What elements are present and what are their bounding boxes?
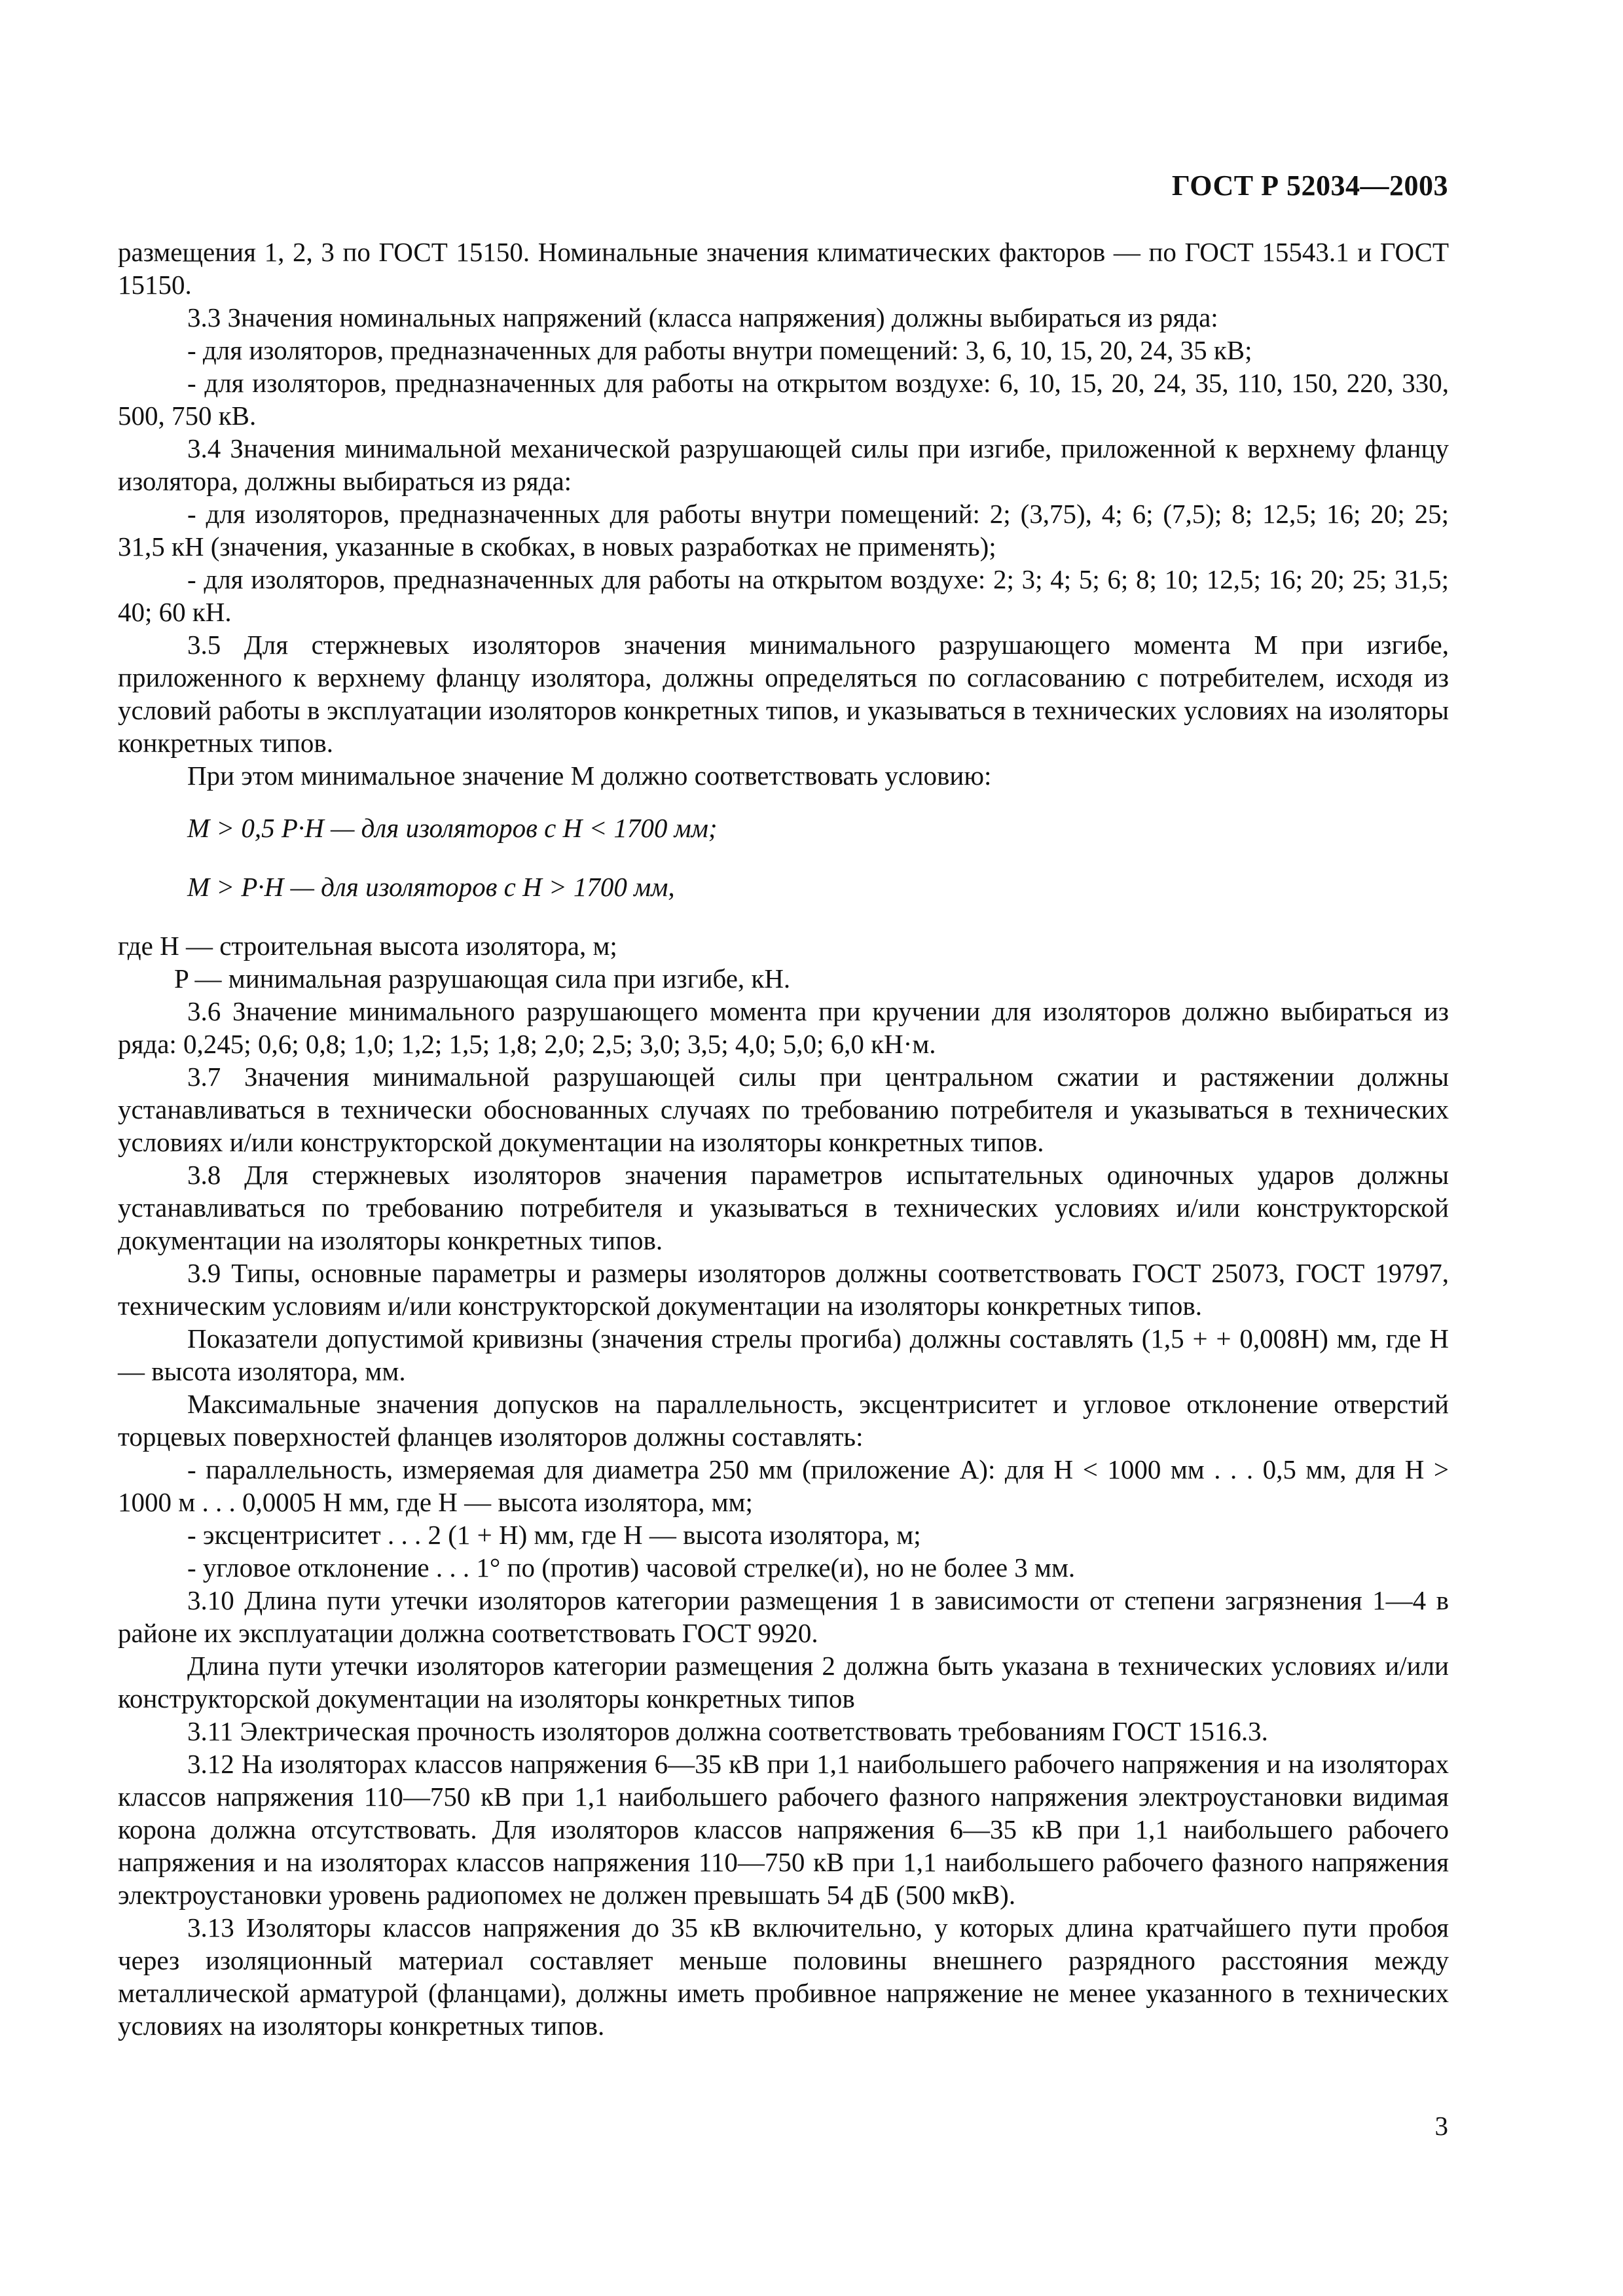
list-item: - эксцентриситет . . . 2 (1 + H) мм, где H — высота изолятора, м;	[187, 1520, 921, 1550]
paragraph: Показатели допустимой кривизны (значения стрелы прогиба) должны составлять (1,5 + + 0,008H) мм, где H — высота изолятора, мм.	[118, 1323, 1449, 1386]
paragraph: 3.13 Изоляторы классов напряжения до 35 кВ включительно, у которых длина кратчайшего пути пробоя через изоляционный материал составляет меньше половины внешнего разрядного расстояния между металлической арматурой (фланцами), должны иметь пробивное напряжение не менее указанного в технических условиях на изоляторы конкретных типов.	[118, 1912, 1449, 2041]
formula: M > P·H — для изоляторов с H > 1700 мм,	[187, 872, 675, 902]
list-item: - угловое отклонение . . . 1° по (против) часовой стрелке(и), но не более 3 мм.	[187, 1552, 1076, 1583]
paragraph: 3.12 На изоляторах классов напряжения 6—35 кВ при 1,1 наибольшего рабочего напряжения и на изоляторах классов напряжения 110—750 кВ при 1,1 наибольшего рабочего фазного напряжения электроустановки видимая корона должна отсутствовать. Для изоляторов классов напряжения 6—35 кВ при 1,1 наибольшего рабочего напряжения и на изоляторах классов напряжения 110—750 кВ при 1,1 наибольшего рабочего фазного напряжения электроустановки уровень радиопомех не должен превышать 54 дБ (500 мкВ).	[118, 1749, 1449, 1910]
list-item: - для изоляторов, предназначенных для работы внутри помещений: 2; (3,75), 4; 6; (7,5); 8; 12,5; 16; 20; 25; 31,5 кН (значения, указанные в скобках, в новых разработках не применять);	[118, 499, 1449, 562]
paragraph: Длина пути утечки изоляторов категории размещения 2 должна быть указана в технических условиях и/или конструкторской документации на изоляторы конкретных типов	[118, 1651, 1449, 1713]
paragraph: 3.9 Типы, основные параметры и размеры изоляторов должны соответствовать ГОСТ 25073, ГОСТ 19797, техническим условиям и/или конструкторской документации на изоляторы конкретных типов.	[118, 1258, 1449, 1321]
paragraph: При этом минимальное значение M должно соответствовать условию:	[187, 761, 992, 791]
list-item: - для изоляторов, предназначенных для работы на открытом воздухе: 2; 3; 4; 5; 6; 8; 10; 12,5; 16; 20; 25; 31,5; 40; 60 кН.	[118, 564, 1449, 627]
page-number: 3	[1434, 2111, 1448, 2141]
paragraph: 3.5 Для стержневых изоляторов значения минимального разрушающего момента M при изгибе, приложенного к верхнему фланцу изолятора, должны определяться по согласованию с потребителем, исходя из условий работы в эксплуатации изоляторов конкретных типов, и указываться в технических условиях на изоляторы конкретных типов.	[118, 630, 1449, 758]
formula-legend: где H — строительная высота изолятора, м;	[118, 931, 617, 961]
paragraph: 3.3 Значения номинальных напряжений (класса напряжения) должны выбираться из ряда:	[187, 302, 1218, 332]
paragraph: 3.6 Значение минимального разрушающего момента при кручении для изоляторов должно выбираться из ряда: 0,245; 0,6; 0,8; 1,0; 1,2; 1,5; 1,8; 2,0; 2,5; 3,0; 3,5; 4,0; 5,0; 6,0 кН·м.	[118, 996, 1449, 1059]
formula: M > 0,5 P·H — для изоляторов с H < 1700 мм;	[187, 813, 718, 843]
paragraph: 3.10 Длина пути утечки изоляторов категории размещения 1 в зависимости от степени загрязнения 1—4 в районе их эксплуатации должна соответствовать ГОСТ 9920.	[118, 1585, 1449, 1648]
paragraph: 3.8 Для стержневых изоляторов значения параметров испытательных одиночных ударов должны устанавливаться по требованию потребителя и указываться в технических условиях и/или конструкторской документации на изоляторы конкретных типов.	[118, 1160, 1449, 1255]
list-item: - параллельность, измеряемая для диаметра 250 мм (приложение А): для H < 1000 мм . . . 0,5 мм, для H > 1000 м . . . 0,0005 H мм, где H — высота изолятора, мм;	[118, 1454, 1449, 1517]
document-code-header: ГОСТ Р 52034—2003	[1171, 170, 1448, 202]
paragraph: размещения 1, 2, 3 по ГОСТ 15150. Номинальные значения климатических факторов — по ГОСТ 15543.1 и ГОСТ 15150.	[118, 237, 1449, 300]
list-item: - для изоляторов, предназначенных для работы на открытом воздухе: 6, 10, 15, 20, 24, 35, 110, 150, 220, 330, 500, 750 кВ.	[118, 368, 1449, 431]
list-item: - для изоляторов, предназначенных для работы внутри помещений: 3, 6, 10, 15, 20, 24, 35 кВ;	[187, 335, 1252, 365]
paragraph: 3.11 Электрическая прочность изоляторов должна соответствовать требованиям ГОСТ 1516.3.	[187, 1716, 1268, 1746]
formula-legend: P — минимальная разрушающая сила при изгибе, кН.	[174, 963, 791, 994]
paragraph: 3.4 Значения минимальной механической разрушающей силы при изгибе, приложенной к верхнему фланцу изолятора, должны выбираться из ряда:	[118, 433, 1449, 496]
paragraph: Максимальные значения допусков на параллельность, эксцентриситет и угловое отклонение отверстий торцевых поверхностей фланцев изоляторов должны составлять:	[118, 1389, 1449, 1452]
paragraph: 3.7 Значения минимальной разрушающей силы при центральном сжатии и растяжении должны устанавливаться в технически обоснованных случаях по требованию потребителя и указываться в технических условиях и/или конструкторской документации на изоляторы конкретных типов.	[118, 1062, 1449, 1157]
document-body	[118, 236, 1449, 2042]
